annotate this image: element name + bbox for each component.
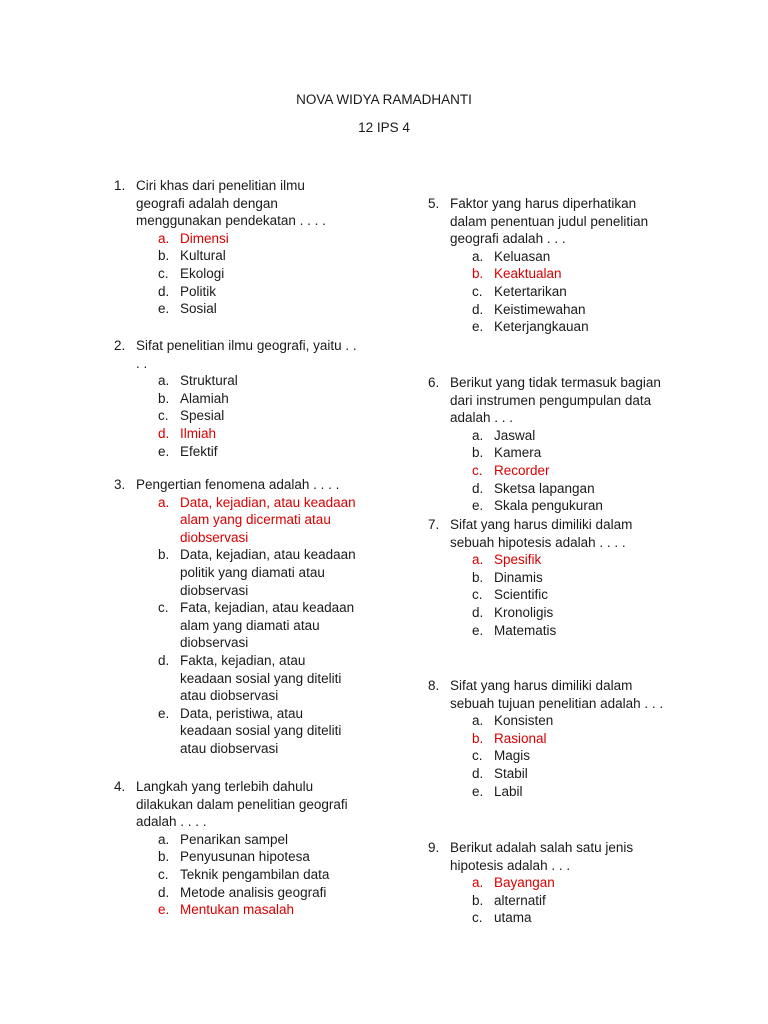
option (472, 444, 661, 462)
question-number: 8. (428, 678, 440, 693)
option-answer (158, 425, 357, 443)
option-letter: a. (158, 373, 170, 389)
question-text (450, 839, 633, 874)
option-letter: a. (472, 427, 484, 443)
question-number: 7. (428, 517, 440, 532)
option-text: alam yang dicermati atau (180, 512, 331, 528)
option-text: utama (494, 910, 532, 926)
option-answer (472, 551, 632, 569)
question-text (450, 516, 632, 551)
option-text: Keaktualan (494, 266, 562, 282)
question-number: 9. (428, 840, 440, 855)
option-letter: b. (158, 390, 170, 406)
option-letter: d. (158, 425, 170, 441)
question-text-line: Sifat penelitian ilmu geografi, yaitu . . (136, 338, 357, 353)
option-text: Magis (494, 748, 531, 764)
option (158, 884, 348, 902)
option-text: keadaan sosial yang diteliti (180, 723, 342, 739)
option (472, 586, 632, 604)
option-list (472, 874, 633, 927)
question-text (450, 195, 648, 248)
question-text-line: geografi adalah dengan (136, 195, 278, 211)
option-letter: a. (472, 713, 484, 729)
question-text-line: Ciri khas dari penelitian ilmu (136, 178, 305, 193)
option-text: Matematis (494, 622, 557, 638)
option (158, 866, 348, 884)
question-text (136, 778, 348, 831)
student-class: 12 IPS 4 (358, 120, 410, 135)
question-text (450, 374, 661, 427)
option (472, 301, 648, 319)
option-text: Jaswal (494, 427, 536, 443)
question-5 (428, 195, 648, 336)
option (472, 747, 663, 765)
option-text: Spesifik (494, 552, 542, 568)
option-letter: c. (158, 265, 169, 281)
question-text (136, 177, 326, 230)
option-text: keadaan sosial yang diteliti (180, 670, 342, 686)
question-text-line: Berikut adalah salah satu jenis (450, 840, 634, 855)
question-text-line: adalah . . . . (136, 814, 207, 830)
option-text: Spesial (180, 408, 225, 424)
question-text-line: dari instrumen pengumpulan data (450, 392, 652, 408)
option-letter: c. (472, 462, 483, 478)
option-text: Data, kejadian, atau keadaan (180, 494, 356, 510)
option (472, 497, 661, 515)
option-text: alam yang diamati atau (180, 617, 320, 633)
option (472, 765, 663, 783)
option-text: Skala pengukuran (494, 498, 603, 514)
option-letter: d. (472, 765, 484, 781)
question-text-line: adalah . . . (450, 410, 514, 426)
option-text: Scientific (494, 587, 549, 603)
option-answer (472, 462, 661, 480)
option-letter: e. (158, 443, 170, 459)
option-text: Ketertarikan (494, 283, 567, 299)
option-answer (472, 874, 633, 892)
option (472, 783, 663, 801)
option-list (158, 831, 348, 919)
option-list (472, 712, 663, 800)
question-text-line: geografi adalah . . . (450, 231, 566, 247)
option-text: atau diobservasi (180, 740, 279, 756)
option-text: atau diobservasi (180, 688, 279, 704)
question-2 (114, 337, 357, 460)
option-text: Konsisten (494, 713, 554, 729)
option (472, 427, 661, 445)
option-letter: b. (472, 445, 484, 461)
option-text: Kultural (180, 248, 226, 264)
question-1 (114, 177, 326, 318)
option-letter: b. (158, 849, 170, 865)
option (472, 283, 648, 301)
option-letter: c. (472, 748, 483, 764)
option (158, 705, 356, 758)
option-answer (158, 230, 326, 248)
option-text: diobservasi (180, 529, 249, 545)
option-letter: c. (158, 600, 169, 616)
option-letter: c. (472, 587, 483, 603)
option-letter: c. (158, 866, 169, 882)
question-text-line: hipotesis adalah . . . (450, 857, 571, 873)
question-text-line: . . (136, 355, 148, 371)
option-text: Recorder (494, 462, 550, 478)
question-text-line: Sifat yang harus dimiliki dalam (450, 678, 633, 693)
question-8 (428, 677, 663, 800)
option-text: Fata, kejadian, atau keadaan (180, 600, 355, 616)
option-text: diobservasi (180, 635, 249, 651)
option-letter: b. (158, 248, 170, 264)
option (472, 480, 661, 498)
question-text-line: Langkah yang terlebih dahulu (136, 779, 314, 794)
option-text: Kronoligis (494, 604, 554, 620)
option (158, 848, 348, 866)
option-letter: b. (472, 569, 484, 585)
option-text: Keluasan (494, 248, 551, 264)
option-text: Stabil (494, 765, 528, 781)
option (158, 407, 357, 425)
question-number: 5. (428, 196, 440, 211)
option-letter: d. (158, 283, 170, 299)
question-number: 4. (114, 779, 126, 794)
option-text: diobservasi (180, 582, 249, 598)
question-6 (428, 374, 661, 515)
option-text: Politik (180, 283, 217, 299)
option-answer (158, 494, 356, 547)
option (158, 546, 356, 599)
option-letter: d. (158, 652, 170, 668)
option (158, 443, 357, 461)
question-text-line: Berikut yang tidak termasuk bagian (450, 375, 661, 390)
option-letter: a. (472, 248, 484, 264)
option (472, 909, 633, 927)
option-letter: e. (472, 783, 484, 799)
option (158, 372, 357, 390)
question-text (450, 677, 663, 712)
option-letter: e. (158, 902, 170, 918)
option-letter: b. (472, 892, 484, 908)
question-text-line: sebuah hipotesis adalah . . . . (450, 534, 626, 550)
option-letter: b. (158, 547, 170, 563)
option-text: Fakta, kejadian, atau (180, 652, 306, 668)
option-text: Ilmiah (180, 425, 217, 441)
option-list (158, 372, 357, 460)
option-text: alternatif (494, 892, 546, 908)
question-text (136, 337, 357, 372)
option-text: Sketsa lapangan (494, 480, 595, 496)
option-letter: d. (472, 604, 484, 620)
question-text (136, 476, 356, 494)
option-text: Penyusunan hipotesa (180, 849, 310, 865)
option-letter: e. (158, 705, 170, 721)
option (158, 265, 326, 283)
question-number: 2. (114, 338, 126, 353)
option-text: politik yang diamati atau (180, 564, 325, 580)
option-text: Data, kejadian, atau keadaan (180, 547, 356, 563)
option (472, 318, 648, 336)
option-letter: c. (472, 283, 483, 299)
option (158, 599, 356, 652)
option (472, 712, 663, 730)
question-4 (114, 778, 348, 919)
option-letter: e. (158, 301, 170, 317)
option (472, 248, 648, 266)
question-number: 6. (428, 375, 440, 390)
option-letter: e. (472, 498, 484, 514)
option-letter: e. (472, 622, 484, 638)
option-letter: a. (158, 831, 170, 847)
option-text: Metode analisis geografi (180, 884, 327, 900)
question-text-line: Pengertian fenomena adalah . . . . (136, 477, 340, 492)
option (158, 390, 357, 408)
option-text: Mentukan masalah (180, 902, 295, 918)
option-text: Keistimewahan (494, 301, 586, 317)
option-text: Labil (494, 783, 523, 799)
option-letter: b. (472, 730, 484, 746)
option-text: Ekologi (180, 265, 225, 281)
question-number: 3. (114, 477, 126, 492)
question-3 (114, 476, 356, 758)
option-letter: b. (472, 266, 484, 282)
question-number: 1. (114, 178, 126, 193)
option (472, 569, 632, 587)
option-text: Dinamis (494, 569, 543, 585)
option-letter: c. (472, 910, 483, 926)
option (472, 622, 632, 640)
question-text-line: dilakukan dalam penelitian geografi (136, 796, 348, 812)
option-text: Data, peristiwa, atau (180, 705, 304, 721)
option-answer (158, 901, 348, 919)
question-text-line: Faktor yang harus diperhatikan (450, 196, 637, 211)
option (158, 247, 326, 265)
option-letter: a. (158, 494, 170, 510)
option-list (158, 230, 326, 318)
option-letter: a. (158, 230, 170, 246)
option-text: Dimensi (180, 230, 229, 246)
option (158, 300, 326, 318)
option-text: Teknik pengambilan data (180, 866, 330, 882)
option-text: Rasional (494, 730, 547, 746)
question-text-line: Sifat yang harus dimiliki dalam (450, 517, 633, 532)
option-text: Kamera (494, 445, 542, 461)
option-letter: c. (158, 408, 169, 424)
option-text: Struktural (180, 373, 238, 389)
option-letter: d. (472, 480, 484, 496)
option-text: Efektif (180, 443, 218, 459)
question-text-line: menggunakan pendekatan . . . . (136, 213, 326, 229)
option-letter: d. (472, 301, 484, 317)
option-letter: a. (472, 552, 484, 568)
option (472, 604, 632, 622)
option-letter: a. (472, 875, 484, 891)
option-text: Penarikan sampel (180, 831, 289, 847)
option-text: Alamiah (180, 390, 229, 406)
option (158, 831, 348, 849)
option-letter: d. (158, 884, 170, 900)
option-list (472, 551, 632, 639)
student-name: NOVA WIDYA RAMADHANTI (296, 92, 472, 107)
question-7 (428, 516, 632, 639)
option-text: Keterjangkauan (494, 319, 589, 335)
option (158, 283, 326, 301)
question-text-line: sebuah tujuan penelitian adalah . . . (450, 695, 664, 711)
option-answer (472, 730, 663, 748)
option (472, 892, 633, 910)
option-list (472, 427, 661, 515)
option-text: Bayangan (494, 875, 555, 891)
question-9 (428, 839, 633, 927)
option-letter: e. (472, 319, 484, 335)
option-text: Sosial (180, 301, 217, 317)
option-list (158, 494, 356, 758)
option (158, 652, 356, 705)
option-list (472, 248, 648, 336)
question-text-line: dalam penentuan judul penelitian (450, 213, 649, 229)
option-answer (472, 265, 648, 283)
